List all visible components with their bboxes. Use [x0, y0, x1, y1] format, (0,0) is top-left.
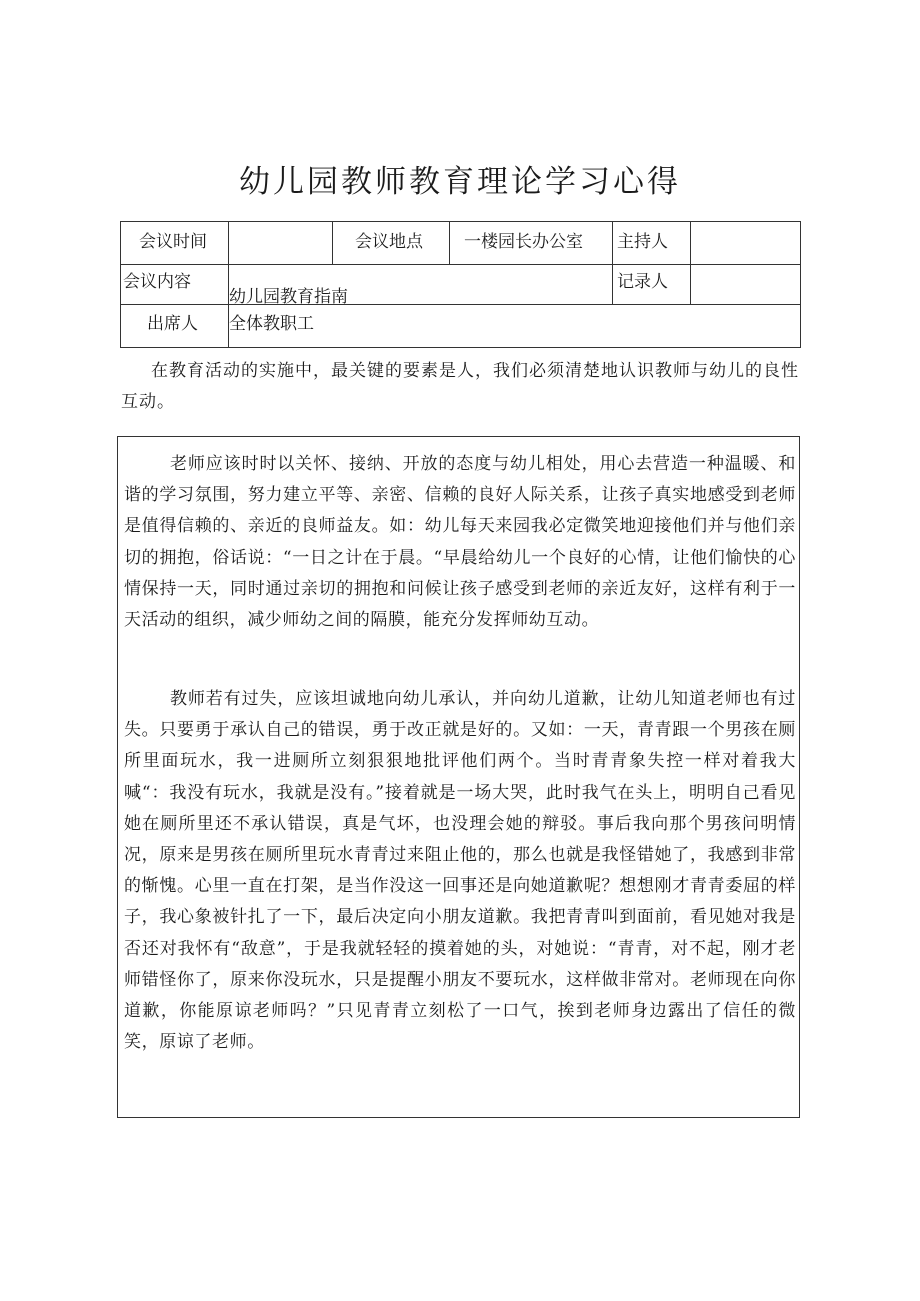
- content-label: 会议内容: [123, 272, 191, 292]
- intro-paragraph: 在教育活动的实施中，最关键的要素是人，我们必须清楚地认识教师与幼儿的良性互动。: [121, 361, 799, 412]
- essay-paragraph-1: 老师应该时时以关怀、接纳、开放的态度与幼儿相处，用心去营造一种温暖、和谐的学习氛围，努力建立平等、亲密、信赖的良好人际关系，让孩子真实地感受到老师是值得信赖的、亲近的良师益友。如：幼儿每天来园我必定微笑地迎接他们并与他们亲切的拥抱，俗话说：“一日之计在于晨。“早晨给幼儿一个良好的心情，让他们愉快的心情保持一天，同时通过亲切的拥抱和问候让孩子感受到老师的亲近友好，这样有利于一天活动的组织，减少师幼之间的隔膜，能充分发挥师幼互动。: [124, 454, 796, 631]
- location-label-cell: [333, 222, 450, 265]
- document-title: 幼儿园教师教育理论学习心得: [239, 164, 681, 200]
- host-label-cell: [613, 222, 691, 265]
- time-label-cell: [121, 222, 229, 265]
- host-value-cell: [691, 222, 801, 265]
- essay-box: [117, 436, 800, 1118]
- content-value-cell: [229, 265, 613, 305]
- attendees-value-cell: [229, 305, 801, 348]
- recorder-label: 记录人: [617, 272, 668, 292]
- location-label: 会议地点: [355, 232, 423, 252]
- recorder-label-cell: [613, 265, 691, 305]
- location-value-cell: [450, 222, 613, 265]
- time-label: 会议时间: [139, 232, 207, 252]
- attendees-value: 全体教职工: [229, 314, 314, 334]
- time-value-cell: [229, 222, 333, 265]
- essay-paragraph-2: 教师若有过失，应该坦诚地向幼儿承认，并向幼儿道歉，让幼儿知道老师也有过失。只要勇于承认自己的错误，勇于改正就是好的。又如：一天，青青跟一个男孩在厕所里面玩水，我一进厕所立刻狠狠地批评他们两个。当时青青象失控一样对着我大喊“：我没有玩水，我就是没有。”接着就是一场大哭，此时我气在头上，明明自己看见她在厕所里还不承认错误，真是气坏，也没理会她的辩驳。事后我向那个男孩问明情况，原来是男孩在厕所里玩水青青过来阻止他的，那么也就是我怪错她了，我感到非常的惭愧。心里一直在打架，是当作没这一回事还是向她道歉呢？想想刚才青青委屈的样子，我心象被针扎了一下，最后决定向小朋友道歉。我把青青叫到面前，看见她对我是否还对我怀有“敌意”，于是我就轻轻的摸着她的头，对她说：“青青，对不起，刚才老师错怪你了，原来你没玩水，只是提醒小朋友不要玩水，这样做非常对。老师现在向你道歉，你能原谅老师吗？”只见青青立刻松了一口气，挨到老师身边露出了信任的微笑，原谅了老师。: [124, 689, 796, 1053]
- location-value: 一楼园长办公室: [464, 232, 583, 252]
- content-label-cell: [121, 265, 229, 305]
- meeting-info-table: [120, 221, 801, 348]
- attendees-label-cell: [121, 305, 229, 348]
- content-value: 幼儿园教育指南: [229, 287, 348, 307]
- host-label: 主持人: [617, 232, 668, 252]
- recorder-value-cell: [691, 265, 801, 305]
- attendees-label: 出席人: [147, 314, 198, 334]
